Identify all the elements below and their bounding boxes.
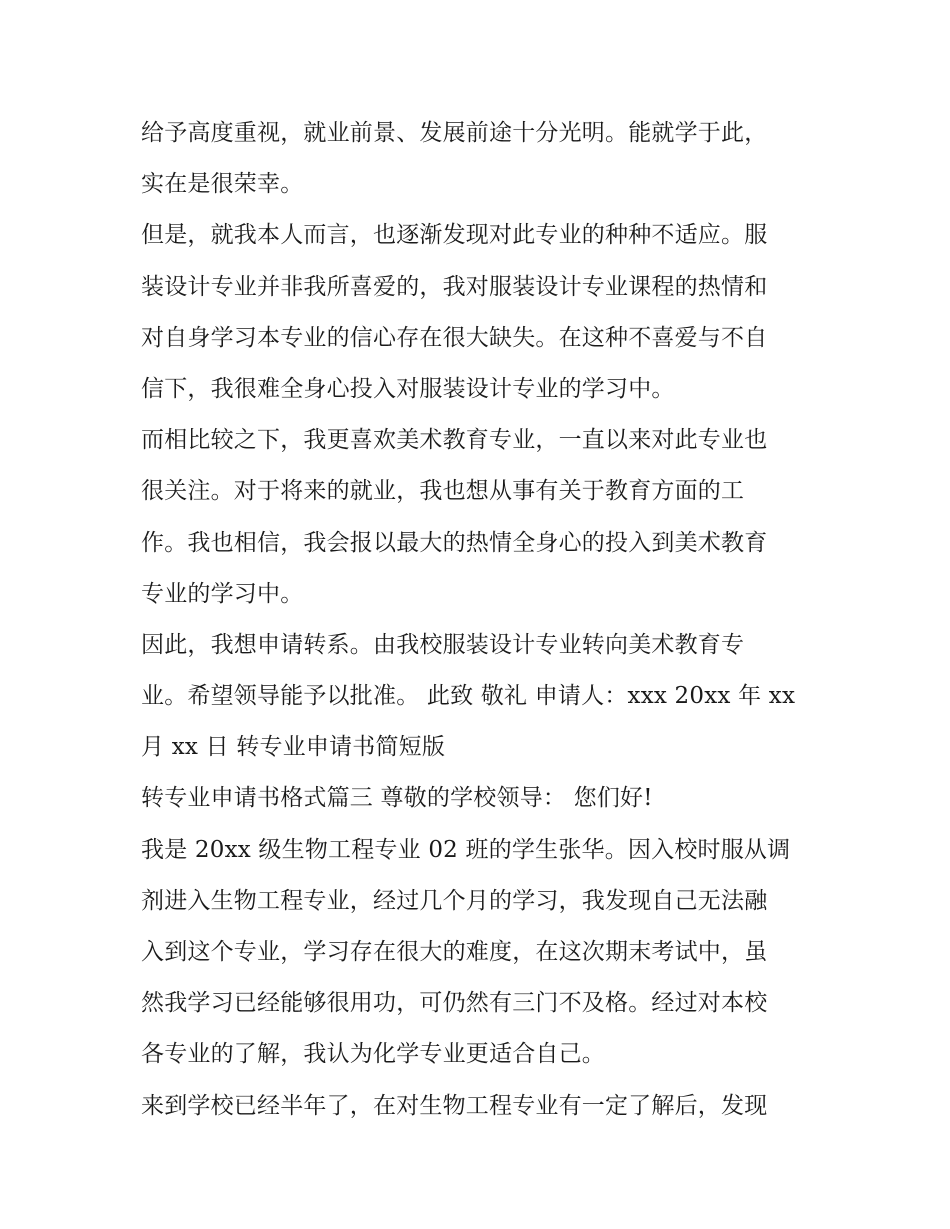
text-line: 各专业的了解，我认为化学专业更适合自己。 bbox=[141, 1041, 605, 1068]
document-body bbox=[141, 108, 821, 1132]
text-line: 对自身学习本专业的信心存在很大缺失。在这种不喜爱与不自 bbox=[141, 324, 768, 351]
text-line: 但是，就我本人而言，也逐渐发现对此专业的种种不适应。服 bbox=[141, 222, 768, 249]
text-line: 给予高度重视，就业前景、发展前途十分光明。能就学于此， bbox=[141, 120, 768, 146]
text-line: 然我学习已经能够很用功，可仍然有三门不及格。经过对本校 bbox=[141, 990, 768, 1017]
text-line: 很关注。对于将来的就业，我也想从事有关于教育方面的工 bbox=[141, 478, 745, 505]
text-line: 实在是很荣幸。 bbox=[141, 171, 304, 198]
text-line: 我是 20xx 级生物工程专业 02 班的学生张华。因入校时服从调 bbox=[141, 836, 791, 863]
text-line: 专业的学习中。 bbox=[141, 580, 304, 607]
text-line: 而相比较之下，我更喜欢美术教育专业，一直以来对此专业也 bbox=[141, 427, 768, 454]
text-line: 作。我也相信，我会报以最大的热情全身心的投入到美术教育 bbox=[141, 529, 768, 556]
text-line: 来到学校已经半年了，在对生物工程专业有一定了解后，发现 bbox=[141, 1092, 768, 1119]
text-line: 转专业申请书格式篇三 尊敬的学校领导： 您们好! bbox=[141, 785, 653, 812]
text-line: 因此，我想申请转系。由我校服装设计专业转向美术教育专 bbox=[141, 631, 745, 658]
text-line: 剂进入生物工程专业，经过几个月的学习，我发现自己无法融 bbox=[141, 887, 768, 914]
text-line: 入到这个专业，学习存在很大的难度，在这次期末考试中，虽 bbox=[141, 939, 768, 965]
text-line: 业。希望领导能予以批准。 此致 敬礼 申请人：xxx 20xx 年 xx bbox=[141, 683, 796, 710]
text-line: 信下，我很难全身心投入对服装设计专业的学习中。 bbox=[141, 375, 675, 402]
text-line: 装设计专业并非我所喜爱的，我对服装设计专业课程的热情和 bbox=[141, 273, 768, 300]
text-line: 月 xx 日 转专业申请书简短版 bbox=[141, 734, 446, 761]
